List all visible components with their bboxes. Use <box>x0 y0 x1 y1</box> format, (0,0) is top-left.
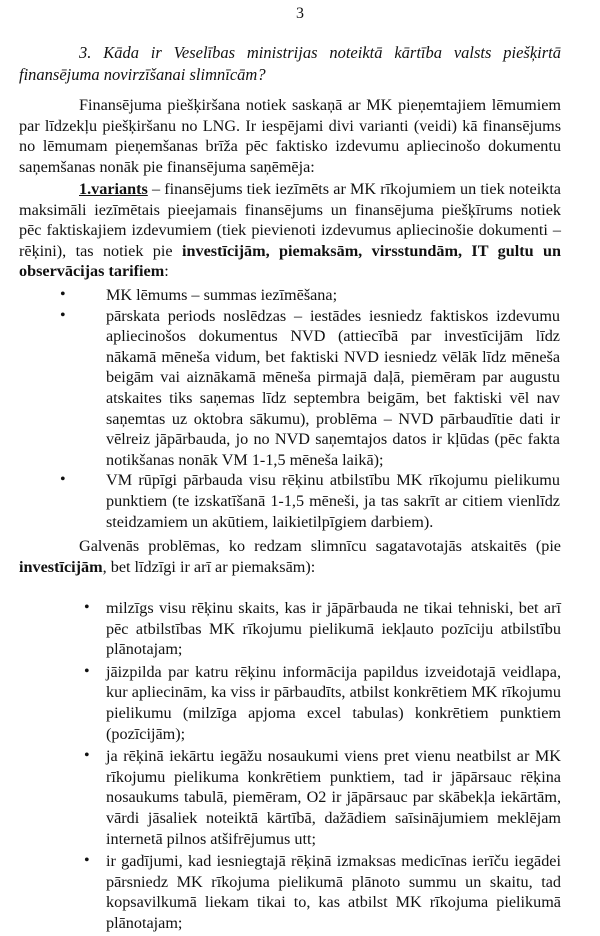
variant-end: : <box>164 262 169 281</box>
problems-text-start: Galvenās problēmas, ko redzam slimnīcu sagatavotajās atskaitēs (pie <box>79 537 561 555</box>
list-item: • MK lēmums – summas iezīmēšana; <box>60 285 560 306</box>
problems-list <box>84 598 561 936</box>
list-item: • ir gadījumi, kad iesniegtajā rēķinā izmaksas medicīnas ierīču iegādei pārsniedz MK rīkojuma pielikumā plānoto summu un skaitu, tad kopsavilkumā liekam tikai to, kas atbilst MK rīkojuma pielikumā plānotajam; <box>84 851 561 933</box>
variant-text: – finansējums tiek iezīmēts ar MK rīkojumiem un tiek noteikta maksimāli iezīmētais pieejamais finansējums un finansējuma piešķīrums notiek pēc faktiskajiem izdevumiem (tiek pievienoti izdevumus apliecinošie dokumenti – rēķini), tas notiek pie <box>19 180 561 260</box>
paragraph-variant-1 <box>19 179 561 282</box>
list-item: • pārskata periods noslēdzas – iestādes iesniedz faktiskos izdevumu apliecinošos dokumentus NVD (attiecībā par investīcijām līdz nākamā mēneša vidum, bet faktiski NVD iesniedz vēlāk līdz mēneša beigām vai aiznākamā mēneša pirmajā daļā, piemēram par augustu atskaites tiks saņemas līdz septembra beigām, bet faktiski vēl nav saņemtas uz oktobra sākumu), problēma – NVD pārbaudītie dati ir vēlreiz jāpārbauda, jo no NVD saņemtajos datos ir kļūdas (pēc fakta notikšanas nonāk VM 1-1,5 mēneša laikā); <box>60 306 560 471</box>
problems-bold: investīcijām <box>19 557 103 576</box>
list-item: • jāizpilda par katru rēķinu informācija papildus izveidotajā veidlapa, kur apliecinām, ka viss ir pārbaudīts, atbilst konkrētiem MK rīkojumu pielikumu (milzīga apjoma excel tabulas) konkrētiem punktiem (pozīcijām); <box>84 662 561 744</box>
variant-bold-text: investīcijām, piemaksām, virsstundām, IT gultu un observācijas tarifiem <box>19 241 561 281</box>
problems-text-end: , bet līdzīgi ir arī ar piemaksām): <box>102 557 316 576</box>
variant-steps-list <box>60 285 560 532</box>
list-item: • milzīgs visu rēķinu skaits, kas ir jāpārbauda ne tikai tehniski, bet arī pēc atbilstības MK rīkojumu pielikumā iekļauto pozīciju atbilstību plānotajam; <box>84 598 561 660</box>
page-number: 3 <box>296 5 304 22</box>
question-heading: 3. Kāda ir Veselības ministrijas noteiktā kārtība valsts piešķirtā finansējuma novirzīšanai slimnīcām? <box>19 43 561 84</box>
list-item: • VM rūpīgi pārbauda visu rēķinu atbilstību MK rīkojumu pielikumu punktiem (te izskatīšanā 1-1,5 mēneši, ja tas sakrīt ar citiem vienlīdz steidzamiem un akūtiem, laikietilpīgiem darbiem). <box>60 470 560 532</box>
list-item: • ja rēķinā iekārtu iegāžu nosaukumi viens pret vienu neatbilst ar MK rīkojumu pielikuma konkrētiem punktiem, tad ir jāpārsauc rēķina nosaukums tabulā, piemēram, O2 ir jāpārsauc par skābekļa iekārtām, vārdi jāsaliek noteiktā kārtībā, dažādiem saīsinājumiem meklējam internetā pilnos atšifrējumus utt; <box>84 746 561 849</box>
variant-label: 1.variants <box>79 180 148 198</box>
paragraph-intro: Finansējuma piešķiršana notiek saskaņā ar MK pieņemtajiem lēmumiem par līdzekļu piešķiršanu no LNG. Ir iespējami divi varianti (veidi) kā finansējums no lēmumam pieņemšanas brīža pēc faktisko izdevumu apliecinošo dokumentu saņemšanas nonāk pie finansējuma saņēmēja: <box>19 96 561 176</box>
paragraph-problems <box>19 536 561 577</box>
